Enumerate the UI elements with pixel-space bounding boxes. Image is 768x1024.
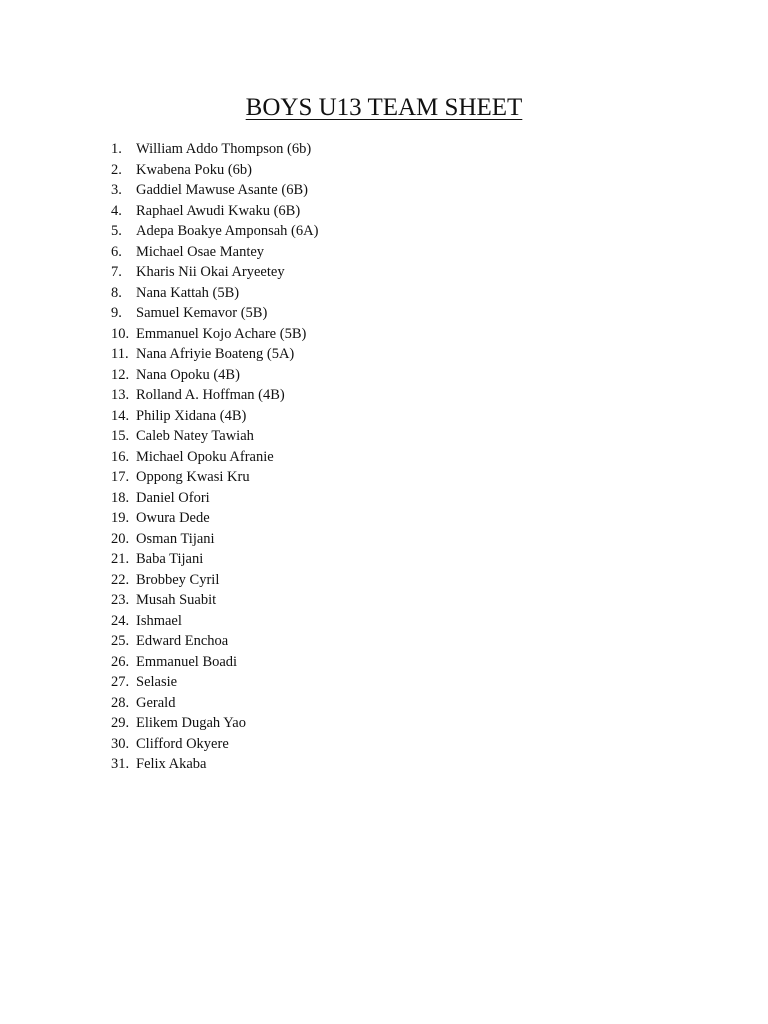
player-name: Kharis Nii Okai Aryeetey [136, 264, 285, 280]
player-name: Edward Enchoa [136, 633, 229, 649]
player-name: Raphael Awudi Kwaku (6B) [136, 202, 301, 219]
list-item-number: 3. [111, 182, 122, 198]
list-item [111, 262, 318, 283]
list-item-number: 12. [111, 366, 130, 383]
list-item-number: 11. [111, 346, 129, 362]
list-item [111, 447, 318, 468]
list-item-number: 6. [111, 243, 122, 260]
list-item [111, 652, 318, 673]
player-name: Michael Osae Mantey [136, 243, 265, 260]
list-item [111, 713, 318, 734]
list-item-number: 14. [111, 407, 130, 424]
list-item-number: 31. [111, 756, 130, 772]
player-name: Kwabena Poku (6b) [136, 161, 252, 178]
list-item-number: 25. [111, 633, 130, 649]
player-name: Ishmael [136, 612, 182, 629]
list-item [111, 631, 318, 652]
list-item [111, 139, 318, 160]
list-item [111, 570, 318, 591]
list-item-number: 24. [111, 612, 130, 629]
list-item-number: 5. [111, 223, 122, 239]
page-title-text: BOYS U13 TEAM SHEET [245, 94, 523, 121]
list-item [111, 201, 318, 222]
list-item [111, 365, 318, 386]
list-item-number: 16. [111, 448, 130, 465]
player-name: Michael Opoku Afranie [136, 448, 274, 465]
list-item [111, 242, 318, 263]
list-item-number: 13. [111, 387, 130, 403]
list-item-number: 28. [111, 694, 130, 711]
player-name: Osman Tijani [136, 530, 215, 547]
list-item-number: 26. [111, 653, 130, 670]
list-item [111, 693, 318, 714]
list-item [111, 611, 318, 632]
player-name: Emmanuel Kojo Achare (5B) [136, 325, 307, 342]
list-item-number: 2. [111, 161, 122, 178]
list-item [111, 754, 318, 775]
player-name: Selasie [136, 674, 178, 690]
list-item-number: 1. [111, 141, 122, 157]
list-item-number: 20. [111, 530, 130, 547]
player-name: Nana Opoku (4B) [136, 366, 240, 383]
list-item [111, 508, 318, 529]
list-item-number: 30. [111, 735, 130, 752]
player-name: Samuel Kemavor (5B) [136, 305, 268, 321]
player-name: Felix Akaba [136, 756, 207, 772]
list-item-number: 15. [111, 428, 130, 444]
list-item [111, 467, 318, 488]
list-item-number: 8. [111, 284, 122, 301]
list-item [111, 406, 318, 427]
player-name: Emmanuel Boadi [136, 653, 238, 670]
list-item-number: 10. [111, 325, 130, 342]
list-item-number: 29. [111, 715, 130, 731]
list-item-number: 21. [111, 551, 130, 567]
player-name: Adepa Boakye Amponsah (6A) [136, 223, 319, 239]
list-item-number: 23. [111, 592, 130, 608]
list-item [111, 324, 318, 345]
list-item-number: 19. [111, 510, 130, 526]
player-name: Philip Xidana (4B) [136, 407, 247, 424]
player-name: Nana Afriyie Boateng (5A) [136, 346, 295, 362]
player-name: Musah Suabit [136, 592, 217, 608]
list-item-number: 9. [111, 305, 122, 321]
page-title [0, 92, 768, 124]
player-name: Daniel Ofori [136, 489, 210, 506]
player-name: Gaddiel Mawuse Asante (6B) [136, 182, 308, 198]
list-item [111, 160, 318, 181]
list-item [111, 529, 318, 550]
player-name: Clifford Okyere [136, 735, 229, 752]
list-item-number: 17. [111, 469, 130, 485]
list-item [111, 549, 318, 570]
list-item [111, 180, 318, 201]
list-item-number: 4. [111, 202, 122, 219]
player-name: Baba Tijani [136, 551, 204, 567]
player-name: Brobbey Cyril [136, 571, 220, 588]
player-name: Rolland A. Hoffman (4B) [136, 387, 285, 403]
list-item-number: 22. [111, 571, 130, 588]
list-item [111, 426, 318, 447]
list-item [111, 488, 318, 509]
list-item [111, 734, 318, 755]
player-name: Nana Kattah (5B) [136, 284, 240, 301]
player-name: William Addo Thompson (6b) [136, 141, 312, 157]
list-item-number: 18. [111, 489, 130, 506]
list-item-number: 7. [111, 264, 122, 280]
list-item [111, 590, 318, 611]
list-item [111, 303, 318, 324]
list-item [111, 221, 318, 242]
list-item [111, 344, 318, 365]
player-name: Elikem Dugah Yao [136, 715, 246, 731]
list-item [111, 283, 318, 304]
list-item [111, 385, 318, 406]
list-item-number: 27. [111, 674, 130, 690]
player-name: Owura Dede [136, 510, 210, 526]
player-list [111, 139, 318, 775]
player-name: Oppong Kwasi Kru [136, 469, 250, 485]
list-item [111, 672, 318, 693]
player-name: Gerald [136, 694, 176, 711]
player-name: Caleb Natey Tawiah [136, 428, 254, 444]
